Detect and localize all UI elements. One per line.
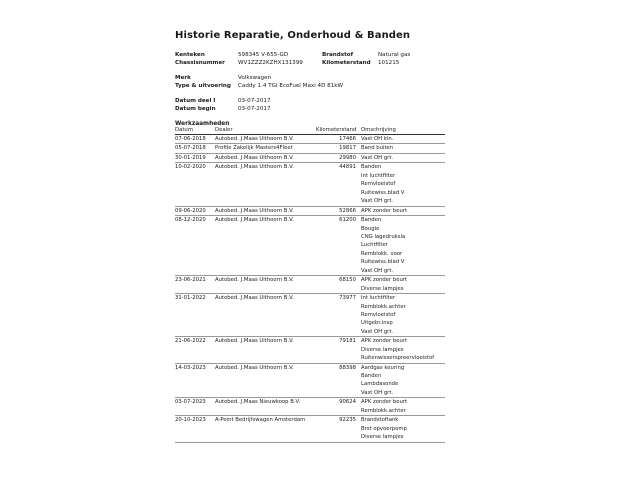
page-title: Historie Reparatie, Onderhoud & Banden <box>175 30 411 41</box>
cell-kilometerstand: 19817 <box>316 144 361 154</box>
omschrijving-item: APK zonder beurt <box>361 338 408 345</box>
omschrijving-item: Banden <box>361 164 382 171</box>
info-row-type <box>175 83 445 91</box>
header-dealer: Dealer <box>215 127 316 135</box>
cell-dealer: Autobed. J.Maas Nieuwkoop B.V. <box>215 398 316 416</box>
cell-kilometerstand: 44891 <box>316 163 361 206</box>
cell-dealer: A-Point Bedrijfswagen Amsterdam <box>215 416 316 442</box>
header-datum: Datum <box>175 127 215 135</box>
cell-kilometerstand: 52866 <box>316 206 361 216</box>
kenteken-value: 598345 V-655-GD <box>238 52 289 58</box>
cell-kilometerstand: 79181 <box>316 337 361 363</box>
kenteken-label: Kenteken <box>175 52 205 58</box>
omschrijving-item: Vast OH grt. <box>361 267 394 274</box>
werkzaamheden-title: Werkzaamheden <box>175 120 230 127</box>
cell-datum: 08-12-2020 <box>175 216 215 276</box>
table-body <box>175 134 445 442</box>
chassis-value: WV1ZZZ2KZHX131399 <box>238 59 303 66</box>
omschrijving-item: Remblokk.achter <box>361 303 406 310</box>
cell-datum: 07-06-2018 <box>175 134 215 144</box>
info-row-chassis <box>175 60 445 68</box>
omschrijving-item: Ruitewiss.blad V <box>361 189 405 196</box>
datum-begin-label: Datum begin <box>175 105 216 112</box>
merk-value: Volkswagen <box>238 75 272 82</box>
omschrijving-item: APK zonder beurt <box>361 399 408 406</box>
cell-omschrijving <box>361 276 445 294</box>
info-row-merk <box>175 75 445 83</box>
omschrijving-item: Int luchtfilter <box>361 295 396 302</box>
cell-datum: 05-07-2018 <box>175 144 215 154</box>
omschrijving-item: Banden <box>361 217 382 224</box>
cell-datum: 31-01-2022 <box>175 294 215 337</box>
table-row <box>175 134 445 144</box>
table-row <box>175 416 445 442</box>
header-kilometerstand: Kilometerstand <box>316 127 361 135</box>
cell-kilometerstand: 73977 <box>316 294 361 337</box>
omschrijving-item: Lambdasonde <box>361 381 399 388</box>
cell-dealer: Autobed. J.Maas Uithoorn B.V. <box>215 216 316 276</box>
brandstof-label: Brandstof <box>322 52 354 58</box>
cell-datum: 21-06-2022 <box>175 337 215 363</box>
table-header-row <box>175 127 445 135</box>
omschrijving-item: Vast OH kln. <box>361 135 394 142</box>
cell-dealer: Autobed. J.Maas Uithoorn B.V. <box>215 134 316 144</box>
cell-datum: 23-06-2021 <box>175 276 215 294</box>
chassis-label: Chassisnummer <box>175 59 225 66</box>
cell-dealer: Autobed. J.Maas Uithoorn B.V. <box>215 153 316 163</box>
brandstof-value: Natural gas <box>378 52 411 58</box>
omschrijving-item: Brst opvoerpomp <box>361 425 407 432</box>
cell-datum: 10-02-2020 <box>175 163 215 206</box>
cell-dealer: Autobed. J.Maas Uithoorn B.V. <box>215 163 316 206</box>
type-label: Type & uitvoering <box>175 82 231 89</box>
cell-omschrijving <box>361 337 445 363</box>
omschrijving-item: Remvloeistof <box>361 181 396 188</box>
omschrijving-item: Diverse lampjes <box>361 346 404 353</box>
merk-label: Merk <box>175 75 191 82</box>
omschrijving-item: Banden <box>361 373 382 380</box>
info-row-deel1 <box>175 98 445 106</box>
omschrijving-item: Vast OH grt. <box>361 198 394 205</box>
cell-dealer: Autobed. J.Maas Uithoorn B.V. <box>215 363 316 398</box>
table-row <box>175 363 445 398</box>
omschrijving-item: Ruitenwisserspreervloeistof <box>361 355 435 362</box>
cell-kilometerstand: 68150 <box>316 276 361 294</box>
cell-omschrijving <box>361 216 445 276</box>
header-omschrijving: Omschrijving <box>361 127 445 135</box>
omschrijving-item: Int luchtfilter <box>361 172 396 179</box>
omschrijving-item: Remblokk. voor <box>361 250 403 257</box>
cell-kilometerstand: 88398 <box>316 363 361 398</box>
omschrijving-item: Vast OH grt. <box>361 328 394 335</box>
table-row <box>175 144 445 154</box>
table-row <box>175 153 445 163</box>
report-page <box>175 30 445 443</box>
cell-omschrijving <box>361 294 445 337</box>
cell-dealer: Autobed. J.Maas Uithoorn B.V. <box>215 337 316 363</box>
cell-datum: 30-01-2019 <box>175 153 215 163</box>
info-row-begin <box>175 106 445 114</box>
omschrijving-item: Vast OH grt. <box>361 154 394 161</box>
cell-omschrijving <box>361 398 445 416</box>
table-row <box>175 276 445 294</box>
vehicle-info <box>175 52 445 114</box>
omschrijving-item: Bougie <box>361 225 380 232</box>
cell-datum: 14-03-2023 <box>175 363 215 398</box>
omschrijving-item: Remvloeistof <box>361 311 396 318</box>
table-row <box>175 206 445 216</box>
cell-datum: 09-06-2020 <box>175 206 215 216</box>
omschrijving-item: Diverse lampjes <box>361 285 404 292</box>
omschrijving-item: APK zonder beurt <box>361 277 408 284</box>
table-row <box>175 398 445 416</box>
cell-datum: 03-07-2023 <box>175 398 215 416</box>
cell-kilometerstand: 61200 <box>316 216 361 276</box>
cell-omschrijving <box>361 363 445 398</box>
omschrijving-item: APK zonder beurt <box>361 207 408 214</box>
werkzaamheden-table <box>175 127 445 443</box>
cell-omschrijving <box>361 134 445 144</box>
cell-omschrijving <box>361 144 445 154</box>
cell-omschrijving <box>361 206 445 216</box>
datum-deel1-value: 03-07-2017 <box>238 98 271 105</box>
kilometerstand-value: 101215 <box>378 59 400 66</box>
cell-kilometerstand: 92235 <box>316 416 361 442</box>
cell-dealer: Autobed. J.Maas Uithoorn B.V. <box>215 276 316 294</box>
table-row <box>175 294 445 337</box>
datum-deel1-label: Datum deel I <box>175 98 216 105</box>
cell-omschrijving <box>361 153 445 163</box>
cell-dealer: Autobed. J.Maas Uithoorn B.V. <box>215 206 316 216</box>
cell-kilometerstand: 17466 <box>316 134 361 144</box>
omschrijving-item: Uitgebr.insp <box>361 320 393 327</box>
omschrijving-item: Vast OH grt. <box>361 389 394 396</box>
cell-dealer: Autobed. J.Maas Uithoorn B.V. <box>215 294 316 337</box>
table-row <box>175 337 445 363</box>
omschrijving-item: Aardgas keuring <box>361 364 405 371</box>
cell-kilometerstand: 90624 <box>316 398 361 416</box>
table-row <box>175 216 445 276</box>
omschrijving-item: Diverse lampjes <box>361 434 404 441</box>
omschrijving-item: Ruitewiss.blad V <box>361 259 405 266</box>
kilometerstand-label: Kilometerstand <box>322 59 371 66</box>
cell-omschrijving <box>361 416 445 442</box>
cell-omschrijving <box>361 163 445 206</box>
omschrijving-item: Luchtfilter <box>361 242 388 249</box>
omschrijving-item: Remblokk.achter <box>361 407 406 414</box>
omschrijving-item: Band buiten <box>361 145 394 152</box>
omschrijving-item: CNG lagedruksla <box>361 234 406 241</box>
datum-begin-value: 03-07-2017 <box>238 105 271 112</box>
omschrijving-item: Brandstoftank <box>361 417 399 424</box>
info-row-kenteken <box>175 52 445 60</box>
type-value: Caddy 1.4 TGI EcoFuel Maxi 4D 81kW <box>238 82 344 89</box>
cell-kilometerstand: 29980 <box>316 153 361 163</box>
cell-datum: 20-10-2023 <box>175 416 215 442</box>
table-row <box>175 163 445 206</box>
cell-dealer: Profile Zakelijk Masters4Fleet <box>215 144 316 154</box>
